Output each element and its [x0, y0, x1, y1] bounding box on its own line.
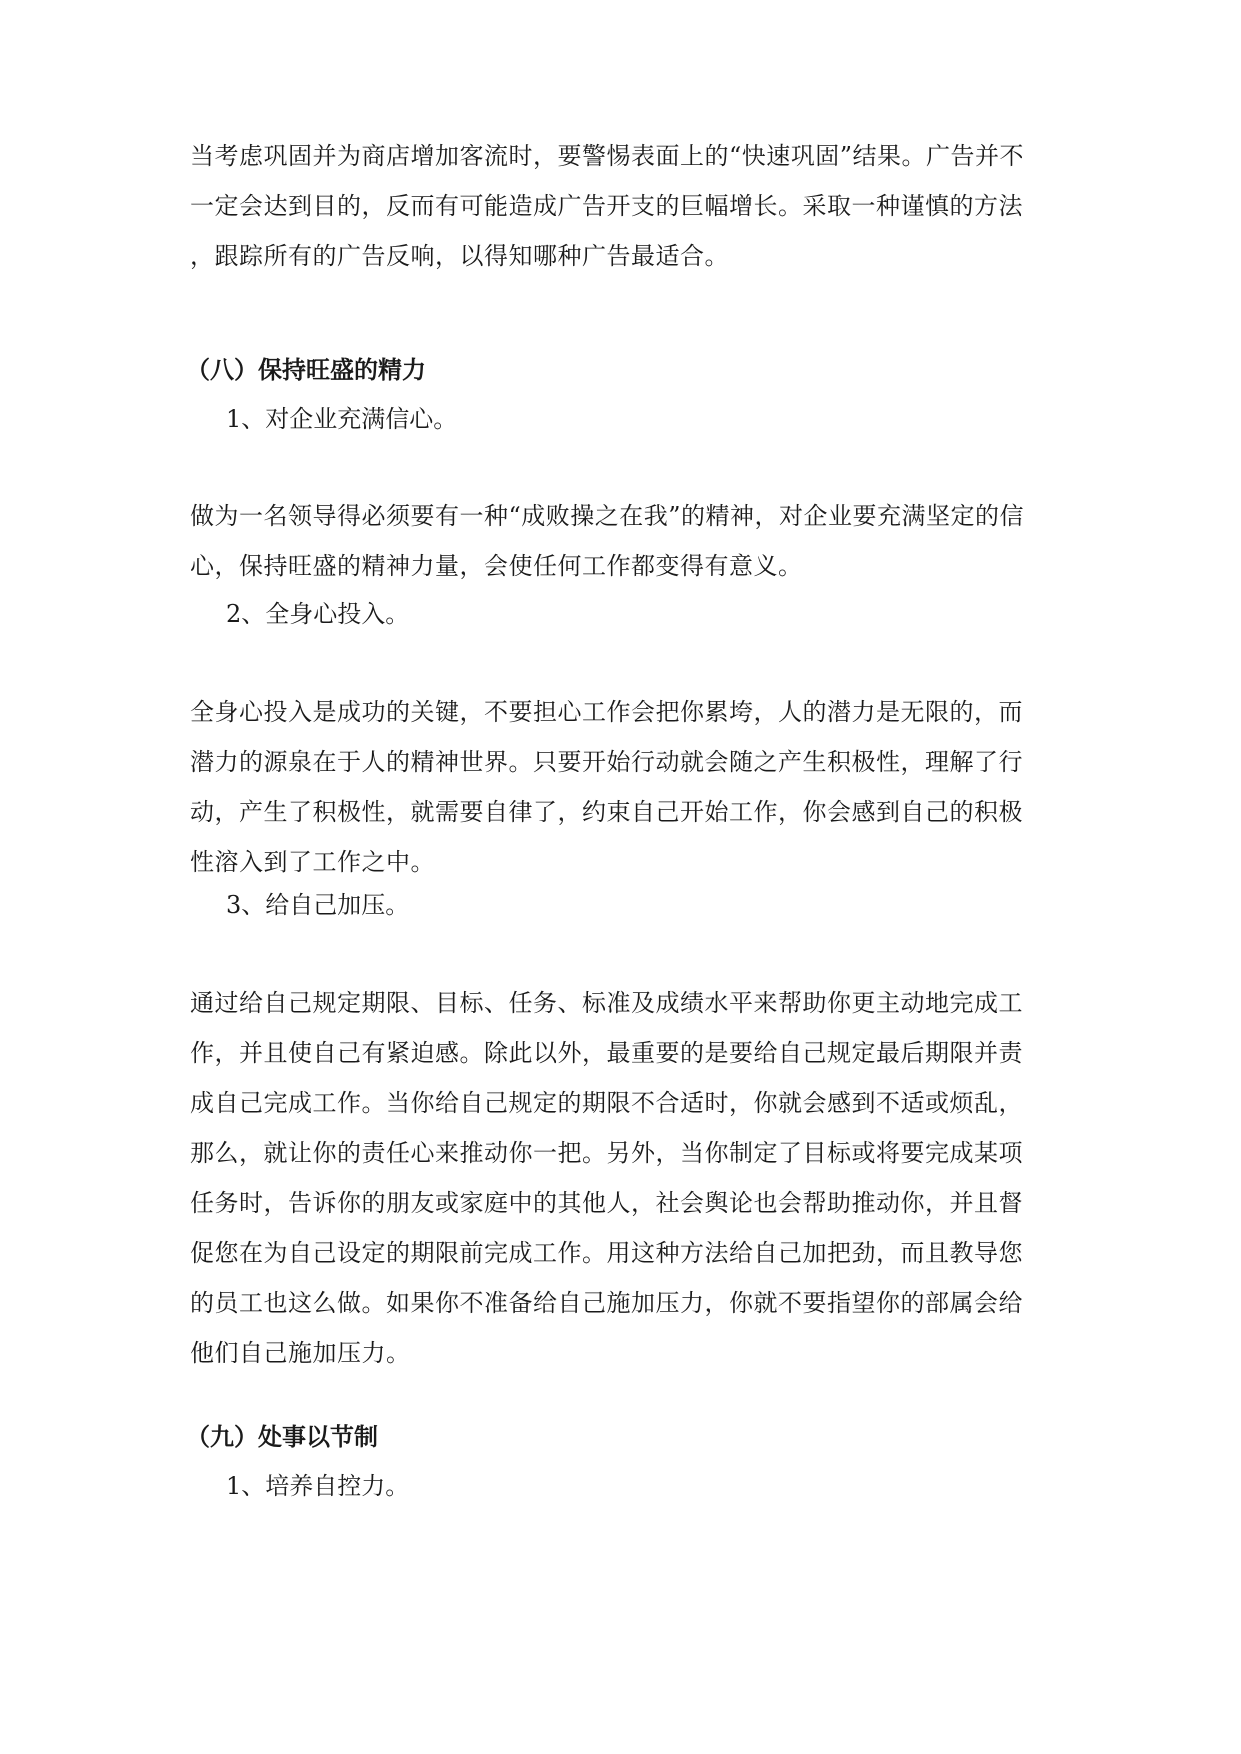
text-line: 性溶入到了工作之中。: [190, 848, 435, 876]
text-line: 动，产生了积极性，就需要自律了，约束自己开始工作，你会感到自己的积极: [190, 798, 1023, 826]
text-line: 作，并且使自己有紧迫感。除此以外，最重要的是要给自己规定最后期限并责: [190, 1039, 1023, 1067]
text-line: 当考虑巩固并为商店增加客流时，要警惕表面上的“快速巩固”结果。广告并不: [190, 142, 1025, 170]
text-line: 做为一名领导得必须要有一种“成败操之在我”的精神，对企业要充满坚定的信: [190, 502, 1025, 530]
text-line: 潜力的源泉在于人的精神世界。只要开始行动就会随之产生积极性，理解了行: [190, 748, 1023, 776]
text-line: 通过给自己规定期限、目标、任务、标准及成绩水平来帮助你更主动地完成工: [190, 989, 1023, 1017]
text-line: 任务时，告诉你的朋友或家庭中的其他人，社会舆论也会帮助推动你，并且督: [190, 1189, 1023, 1217]
text-line: 全身心投入是成功的关键，不要担心工作会把你累垮，人的潜力是无限的，而: [190, 698, 1023, 726]
text-line: 心，保持旺盛的精神力量，会使任何工作都变得有意义。: [190, 552, 803, 580]
text-line: 的员工也这么做。如果你不准备给自己施加压力，你就不要指望你的部属会给: [190, 1289, 1023, 1317]
subsection-item-pressure: 3、给自己加压。: [226, 891, 410, 919]
text-line: 促您在为自己设定的期限前完成工作。用这种方法给自己加把劲，而且教导您: [190, 1239, 1023, 1267]
text-line: 一定会达到目的，反而有可能造成广告开支的巨幅增长。采取一种谨慎的方法: [190, 192, 1023, 220]
text-line: 成自己完成工作。当你给自己规定的期限不合适时，你就会感到不适或烦乱，: [190, 1089, 1023, 1117]
paragraph-pressure: [190, 978, 1050, 1378]
section-heading-8: （八）保持旺盛的精力: [186, 355, 426, 384]
section-heading-9: （九）处事以节制: [186, 1422, 378, 1451]
subsection-item-self-control: 1、培养自控力。: [226, 1472, 410, 1500]
text-line: 他们自己施加压力。: [190, 1339, 411, 1367]
text-line: 那么，就让你的责任心来推动你一把。另外，当你制定了目标或将要完成某项: [190, 1139, 1023, 1167]
paragraph-dedication: [190, 687, 1050, 887]
paragraph-confidence: [190, 491, 1050, 591]
subsection-item-confidence: 1、对企业充满信心。: [226, 405, 458, 433]
subsection-item-dedication: 2、全身心投入。: [226, 600, 410, 628]
text-line: ，跟踪所有的广告反响，以得知哪种广告最适合。: [190, 242, 729, 270]
paragraph-advertising: [190, 131, 1050, 281]
